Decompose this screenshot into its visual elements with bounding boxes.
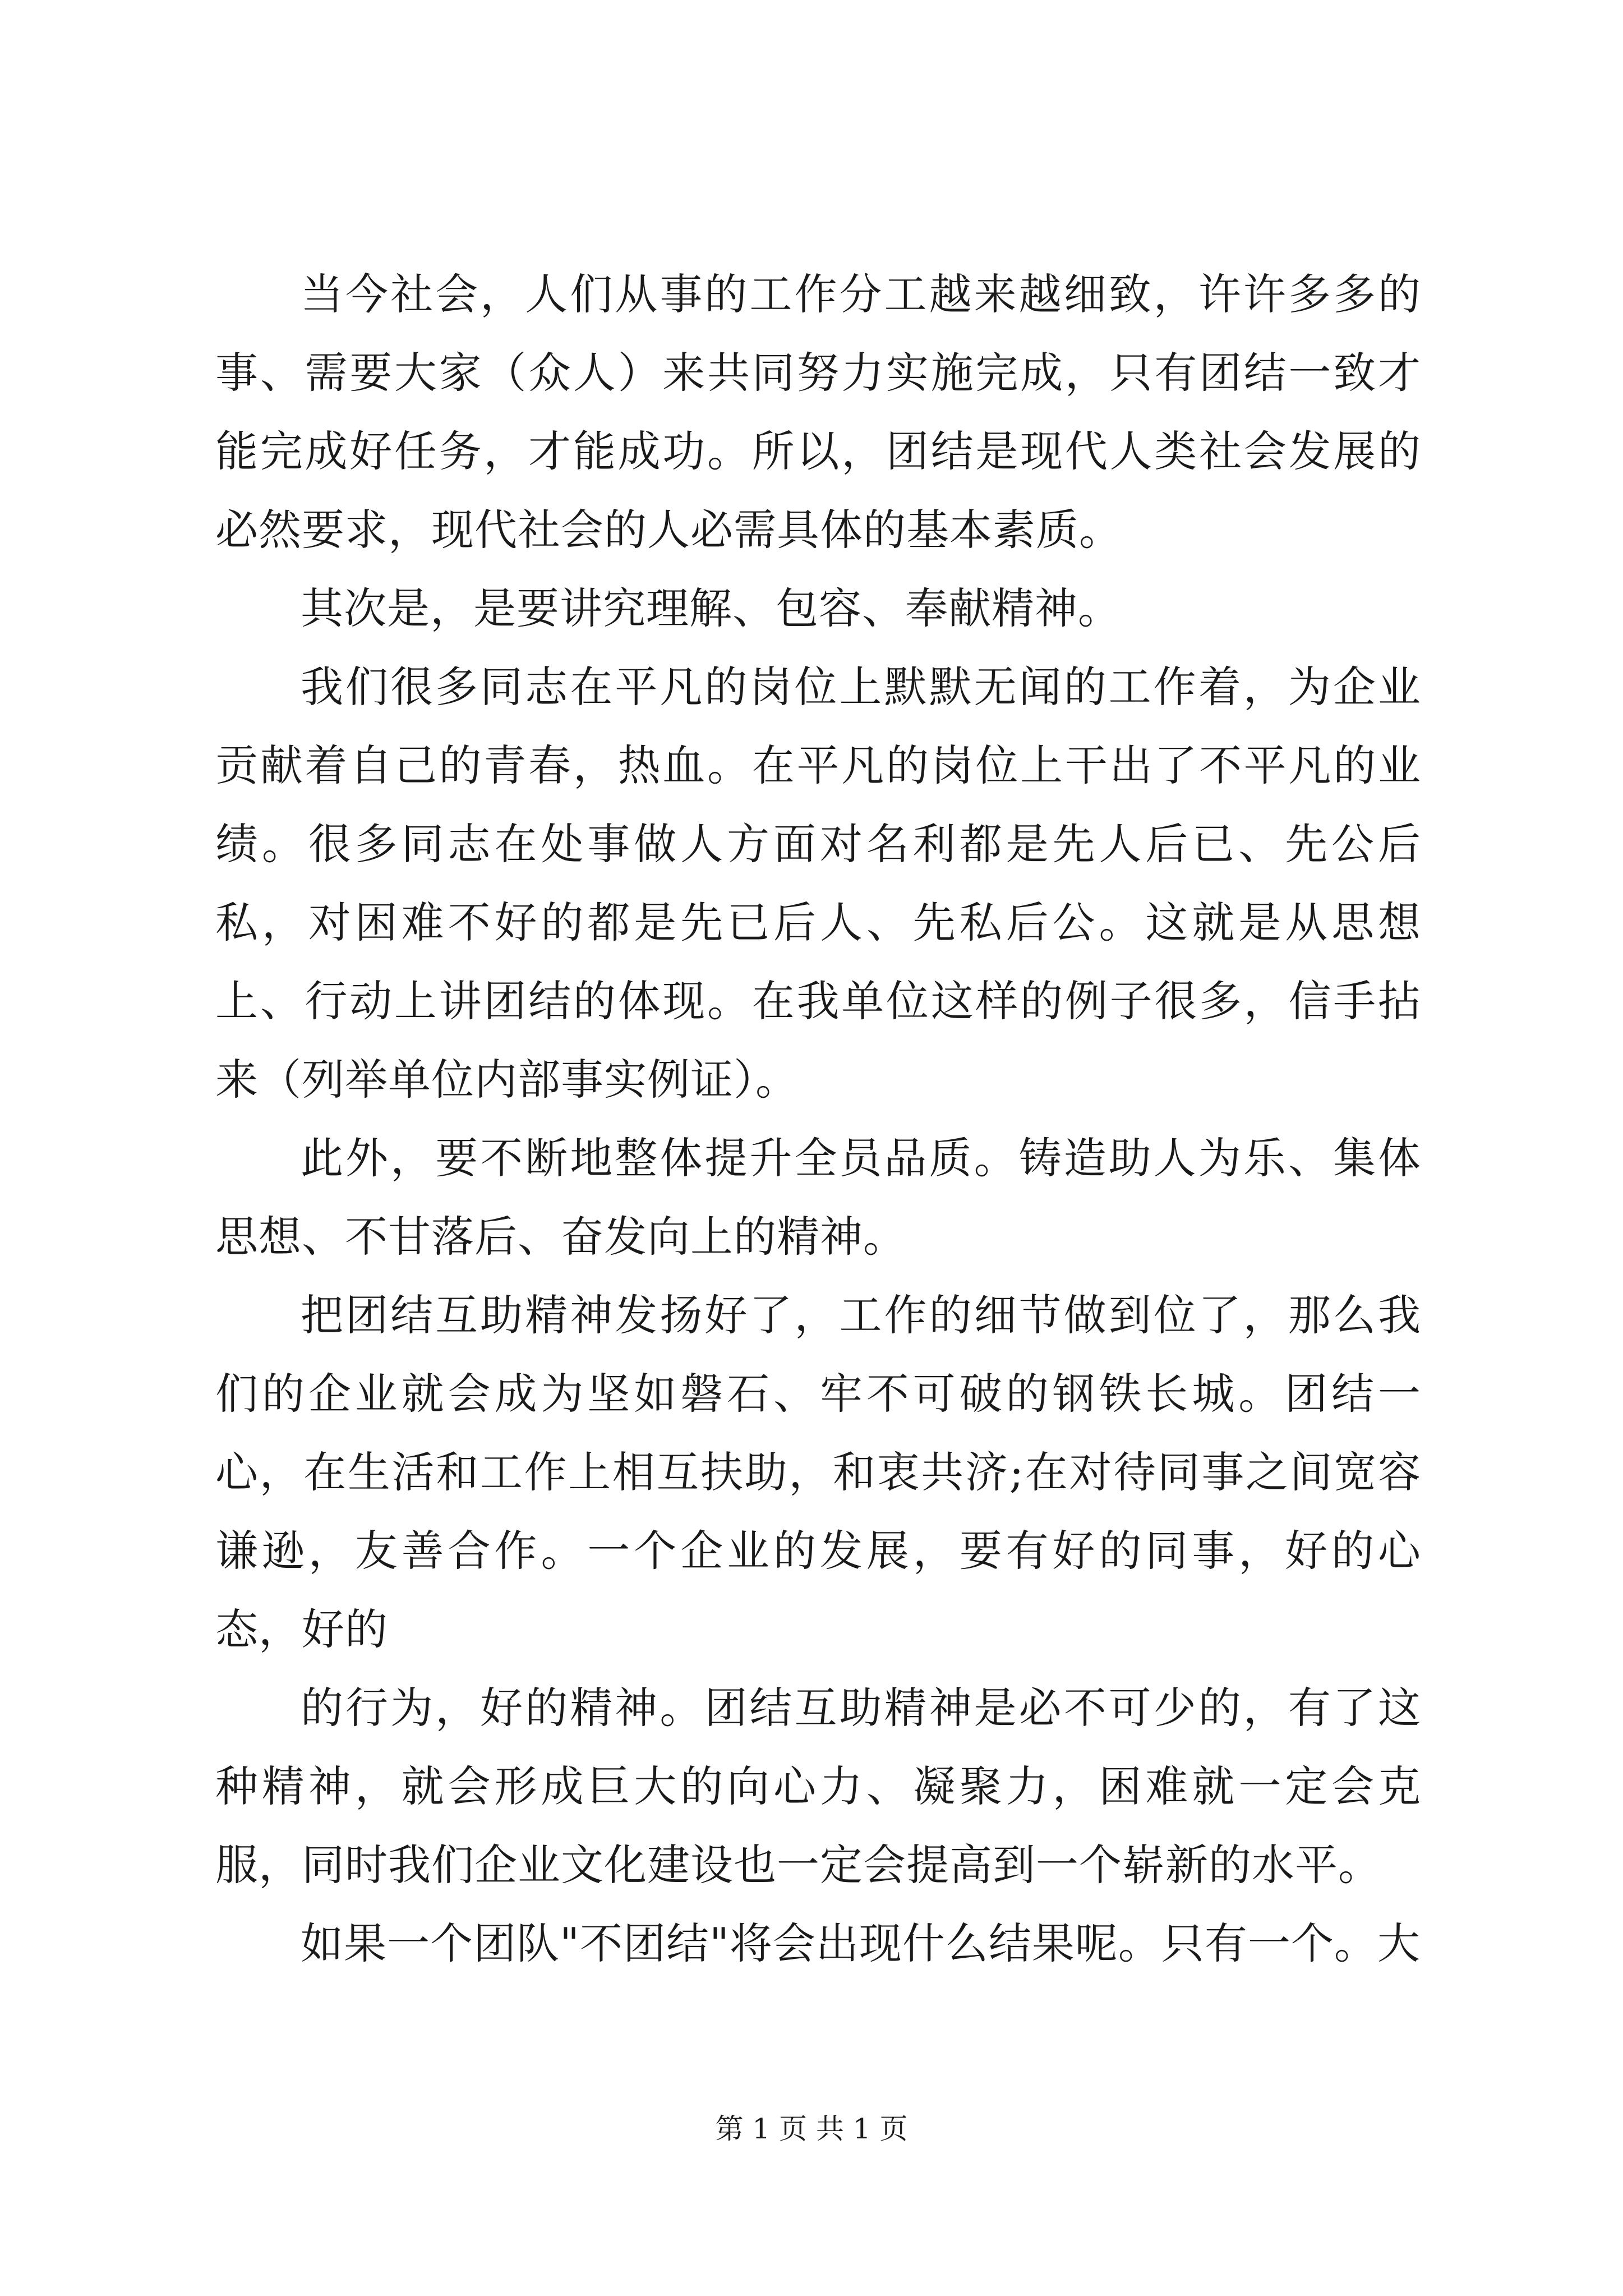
paragraph: 我们很多同志在平凡的岗位上默默无闻的工作着，为企业贡献着自己的青春，热血。在平凡的岗位上干出了不平凡的业绩。很多同志在处事做人方面对名利都是先人后已、先公后私，对困难不好的都是先已后人、先私后公。这就是从思想上、行动上讲团结的体现。在我单位这样的例子很多，信手拈来（列举单位内部事实例证）。 <box>215 662 1421 1105</box>
paragraph: 的行为，好的精神。团结互助精神是必不可少的，有了这种精神，就会形成巨大的向心力、凝聚力，困难就一定会克服，同时我们企业文化建设也一定会提高到一个崭新的水平。 <box>215 1683 1421 1890</box>
page-number-footer: 第 1 页 共 1 页 <box>715 2113 908 2145</box>
paragraph: 此外，要不断地整体提升全员品质。铸造助人为乐、集体思想、不甘落后、奋发向上的精神。 <box>215 1133 1421 1262</box>
paragraph: 如果一个团队"不团结"将会出现什么结果呢。只有一个。大 <box>301 1918 1421 1968</box>
paragraph: 把团结互助精神发扬好了，工作的细节做到位了，那么我们的企业就会成为坚如磐石、牢不可破的钢铁长城。团结一心，在生活和工作上相互扶助，和衷共济;在对待同事之间宽容谦逊，友善合作。一个企业的发展，要有好的同事，好的心态，好的 <box>215 1290 1421 1654</box>
paragraph: 其次是，是要讲究理解、包容、奉献精神。 <box>301 583 1121 633</box>
document-body <box>215 255 1421 1983</box>
paragraph: 当今社会，人们从事的工作分工越来越细致，许许多多的事、需要大家（众人）来共同努力实施完成，只有团结一致才能完成好任务，才能成功。所以，团结是现代人类社会发展的必然要求，现代社会的人必需具体的基本素质。 <box>215 269 1421 555</box>
